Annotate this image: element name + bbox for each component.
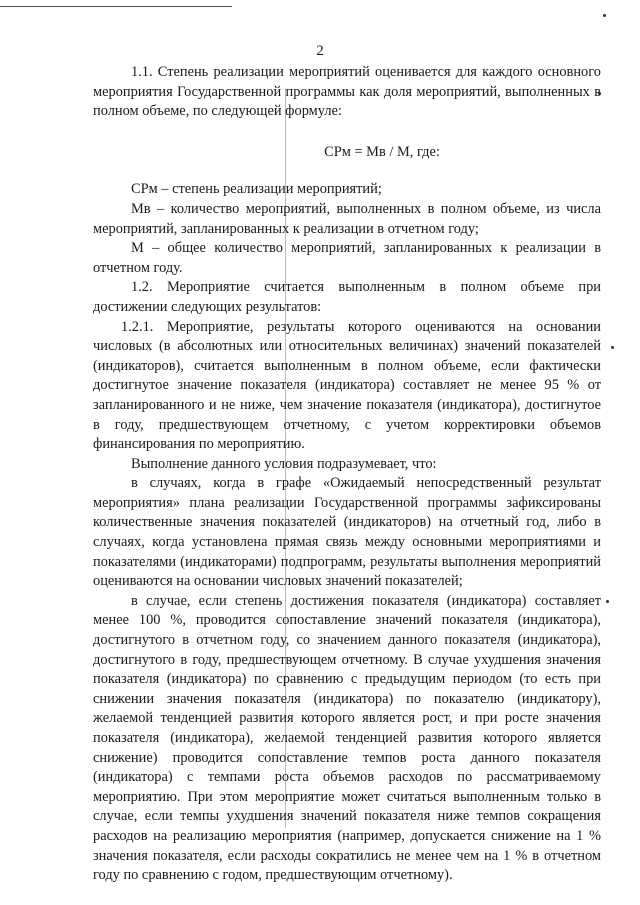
paragraph-condition-intro: Выполнение данного условия подразумевает, что: (131, 455, 437, 472)
paragraph-1-2-1: 1.2.1. Мероприятие, результаты которого оцениваются на основании числовых (в абсолютных или относительных величинах) значений показателей (индикаторов), считается выполненным в полном объеме, если фактически достигнутое значение показателя (индикатора) составляет не менее 95 % от запланированного и не ниже, чем значение показателя (индикатора), достигнутое в году, предшествующем отчетному, с учетом корректировки объемов финансирования по мероприятию. (93, 318, 601, 453)
formula: СРм = Мв / М, где: (324, 143, 440, 160)
page-number: 2 (316, 43, 324, 59)
scan-top-rule (0, 6, 232, 7)
scan-speck (611, 346, 614, 349)
paragraph-definition-srm: СРм – степень реализации мероприятий; (131, 181, 382, 198)
scan-speck (606, 600, 609, 603)
paragraph-condition-1: в случаях, когда в графе «Ожидаемый непосредственный результат мероприятия» плана реализации Государственной программы зафиксированы количественные значения показателей (индикаторов) на отчетный год, либо в случаях, когда установлена прямая связь между основными мероприятиями и показателями (индикаторами) подпрограмм, результаты выполнения мероприятий оцениваются на основании числовых значений показателей; (93, 475, 601, 590)
paragraph-definition-mv: Мв – количество мероприятий, выполненных в полном объеме, из числа мероприятий, запланированных к реализации в отчетном году; (93, 200, 601, 237)
paragraph-1-2: 1.2. Мероприятие считается выполненным в полном объеме при достижении следующих результатов: (93, 279, 601, 315)
document-body (93, 63, 601, 886)
paragraph-condition-2: в случае, если степень достижения показателя (индикатора) составляет менее 100 %, проводится сопоставление значений показателя (индикатора), достигнутого в отчетном году, со значением данного показателя (индикатора), достигнутого в году, предшествующем отчетному. В случае ухудшения значения показателя (индикатора) по сравнению с предыдущим периодом (то есть при снижении значения показателя (индикатора) по показателю (индикатору), желаемой тенденцией развития которого является рост, и при росте значения показателя (индикатора), желаемой тенденцией развития которого является снижение) проводится сопоставление темпов роста данного показателя (индикатора) с темпами роста объемов расходов по рассматриваемому мероприятию. При этом мероприятие может считаться выполненным только в случае, если темпы ухудшения значений показателя ниже темпов сокращения расходов на реализацию мероприятия (например, допускается снижение на 1 % значения показателя, если расходы сократились не менее чем на 1 % в отчетном году по сравнению с годом, предшествующим отчетному). (93, 592, 601, 884)
scan-speck (603, 14, 606, 17)
paragraph-1-1: 1.1. Степень реализации мероприятий оценивается для каждого основного мероприятия Государственной программы как доля мероприятий, выполненных в полном объеме, по следующей формуле: (93, 64, 601, 120)
paragraph-definition-m: М – общее количество мероприятий, запланированных к реализации в отчетном году. (93, 240, 601, 276)
